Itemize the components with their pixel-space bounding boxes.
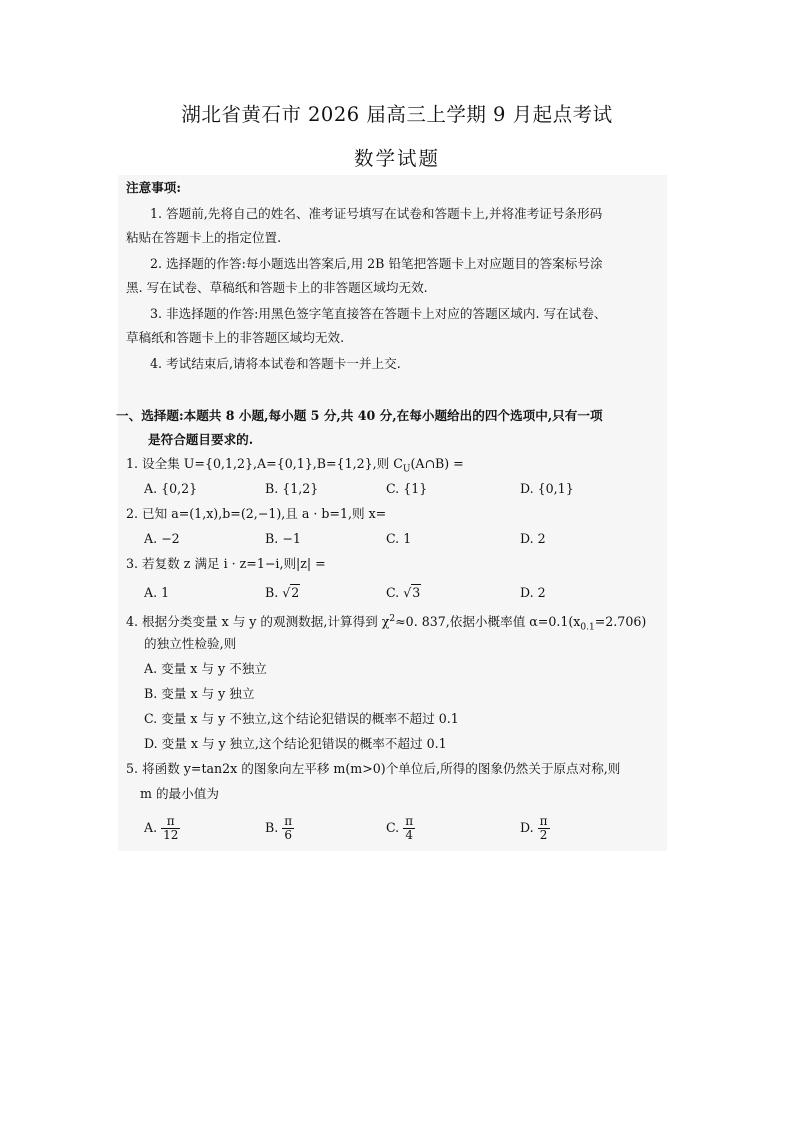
notice-item: 4. 考试结束后,请将本试卷和答题卡一并上交. [150, 356, 401, 371]
q4-option-b[interactable]: B. 变量 x 与 y 独立 [144, 686, 255, 701]
q1-option-c[interactable]: C. {1} [386, 481, 428, 496]
question-1-stem: 1. 设全集 U={0,1,2},A={0,1},B={1,2},则 $C_U(A\cap B)$ = [126, 456, 464, 475]
notice-item: 3. 非选择题的作答:用黑色签字笔直接答在答题卡上对应的答题区域内. 写在试卷、 [150, 306, 607, 321]
scanned-question-region [118, 175, 667, 851]
q1-option-d[interactable]: D. {0,1} [520, 481, 574, 496]
q5-option-c[interactable]: C. $\frac{\pi}{4}$ [386, 814, 414, 842]
q2-option-d[interactable]: D. 2 [520, 531, 546, 546]
exam-title: 湖北省黄石市 2026 届高三上学期 9 月起点考试 [181, 103, 613, 126]
q4-option-c[interactable]: C. 变量 x 与 y 不独立,这个结论犯错误的概率不超过 0.1 [144, 711, 459, 726]
notice-item: 粘贴在答题卡上的指定位置. [126, 230, 282, 245]
section-heading-cont: 是符合题目要求的. [148, 432, 254, 447]
notice-heading: 注意事项: [126, 180, 182, 195]
q4-option-a[interactable]: A. 变量 x 与 y 不独立 [144, 661, 267, 676]
q1-option-a[interactable]: A. {0,2} [144, 481, 198, 496]
exam-subtitle: 数学试题 [353, 147, 440, 170]
question-5-stem: 5. 将函数 y=tan2x 的图象向左平移 m(m>0)个单位后,所得的图象仍然关于原点对称,则 [126, 761, 621, 776]
notice-item: 黑. 写在试卷、草稿纸和答题卡上的非答题区域均无效. [126, 280, 428, 295]
q2-option-a[interactable]: A. −2 [144, 531, 180, 546]
question-2-stem: 2. 已知 a=(1,x),b=(2,−1),且 a · b=1,则 x= [126, 506, 387, 521]
notice-item: 2. 选择题的作答:每小题选出答案后,用 2B 铅笔把答题卡上对应题目的答案标号涂 [150, 256, 603, 271]
q3-option-d[interactable]: D. 2 [520, 585, 546, 600]
q2-option-b[interactable]: B. −1 [265, 531, 301, 546]
q2-option-c[interactable]: C. 1 [386, 531, 412, 546]
q4-option-d[interactable]: D. 变量 x 与 y 独立,这个结论犯错误的概率不超过 0.1 [144, 736, 447, 751]
notice-item: 草稿纸和答题卡上的非答题区域均无效. [126, 330, 345, 345]
question-4-stem-cont: 的独立性检验,则 [144, 636, 237, 651]
q5-option-b[interactable]: B. $\frac{\pi}{6}$ [265, 814, 293, 842]
q5-option-a[interactable]: A. $\frac{\pi}{12}$ [144, 814, 179, 842]
q3-option-a[interactable]: A. 1 [144, 585, 170, 600]
notice-item: 1. 答题前,先将自己的姓名、准考证号填写在试卷和答题卡上,并将准考证号条形码 [150, 206, 603, 221]
q3-option-b[interactable]: B. √2 [265, 585, 300, 600]
section-heading: 一、选择题:本题共 8 小题,每小题 5 分,共 40 分,在每小题给出的四个选项中,只有一项 [116, 408, 603, 423]
q3-option-c[interactable]: C. √3 [386, 585, 421, 600]
question-5-stem-cont: m 的最小值为 [140, 786, 219, 801]
question-4-stem: 4. 根据分类变量 x 与 y 的观测数据,计算得到 $\chi^2\approx 0$. 837,依据小概率值 $\alpha=0.1(x_{0.1}=2.706)$ [126, 614, 647, 633]
question-3-stem: 3. 若复数 z 满足 i · z=1−i,则|z| = [126, 556, 326, 571]
q1-option-b[interactable]: B. {1,2} [265, 481, 319, 496]
q5-option-d[interactable]: D. $\frac{\pi}{2}$ [520, 814, 548, 842]
